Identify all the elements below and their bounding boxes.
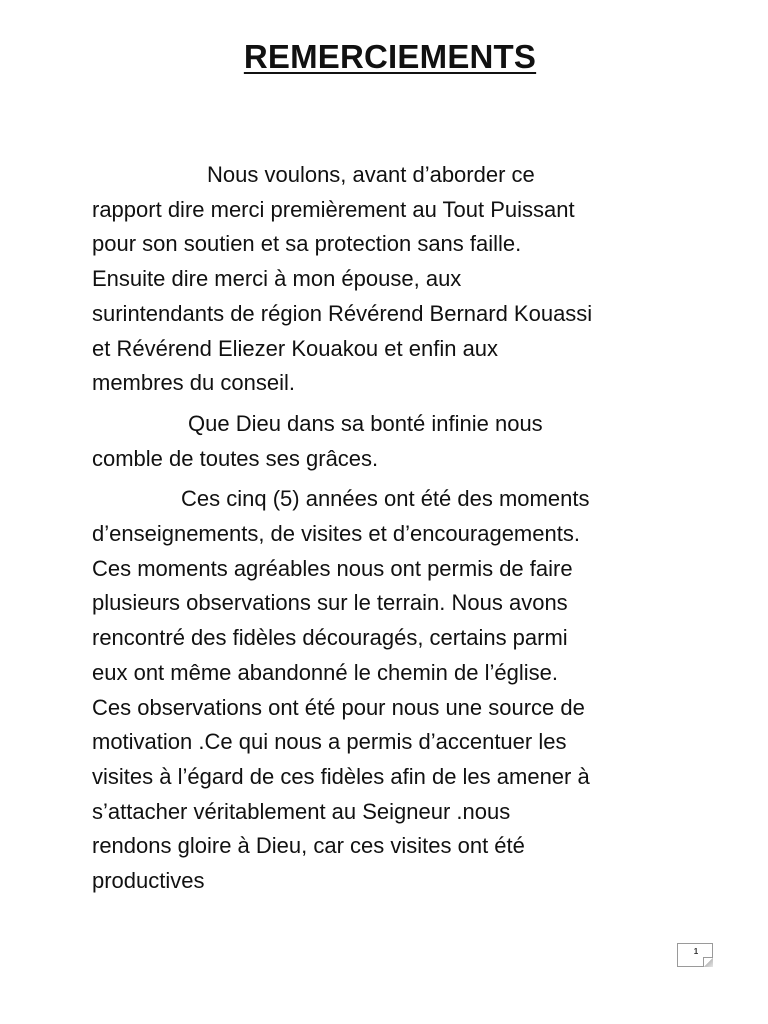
line: pour son soutien et sa protection sans faille. [92, 231, 522, 257]
line: membres du conseil. [92, 370, 295, 396]
line: Que Dieu dans sa bonté infinie nous [188, 410, 543, 436]
line: productives [92, 868, 205, 894]
line: visites à l’égard de ces fidèles afin de les amener à [92, 763, 590, 789]
line: rendons gloire à Dieu, car ces visites ont été [92, 833, 525, 859]
line: eux ont même abandonné le chemin de l’église. [92, 659, 558, 685]
line: Ensuite dire merci à mon épouse, aux [92, 266, 462, 292]
line: et Révérend Eliezer Kouakou et enfin aux [92, 335, 499, 361]
line: motivation .Ce qui nous a permis d’accentuer les [92, 729, 567, 755]
body-text [92, 158, 692, 899]
line: rencontré des fidèles découragés, certains parmi [92, 625, 568, 651]
page-curl-icon [703, 957, 713, 967]
line: rapport dire merci premièrement au Tout Puissant [92, 196, 575, 222]
line: Ces moments agréables nous ont permis de faire [92, 555, 573, 581]
paragraph-1 [92, 158, 692, 401]
paragraph-3 [92, 482, 692, 898]
line: Nous voulons, avant d’aborder ce [207, 162, 535, 187]
paragraph-2 [92, 407, 692, 476]
line: s’attacher véritablement au Seigneur .nous [92, 798, 511, 824]
page-number: 1 [693, 947, 699, 956]
line: Ces cinq (5) années ont été des moments [181, 486, 590, 512]
line: plusieurs observations sur le terrain. Nous avons [92, 590, 568, 616]
page-number-box [677, 943, 713, 967]
page-title: REMERCIEMENTS [243, 38, 537, 75]
line: surintendants de région Révérend Bernard Kouassi [92, 300, 593, 326]
line: d’enseignements, de visites et d’encouragements. [92, 521, 580, 547]
line: comble de toutes ses grâces. [92, 445, 379, 471]
line: Ces observations ont été pour nous une source de [92, 694, 585, 720]
